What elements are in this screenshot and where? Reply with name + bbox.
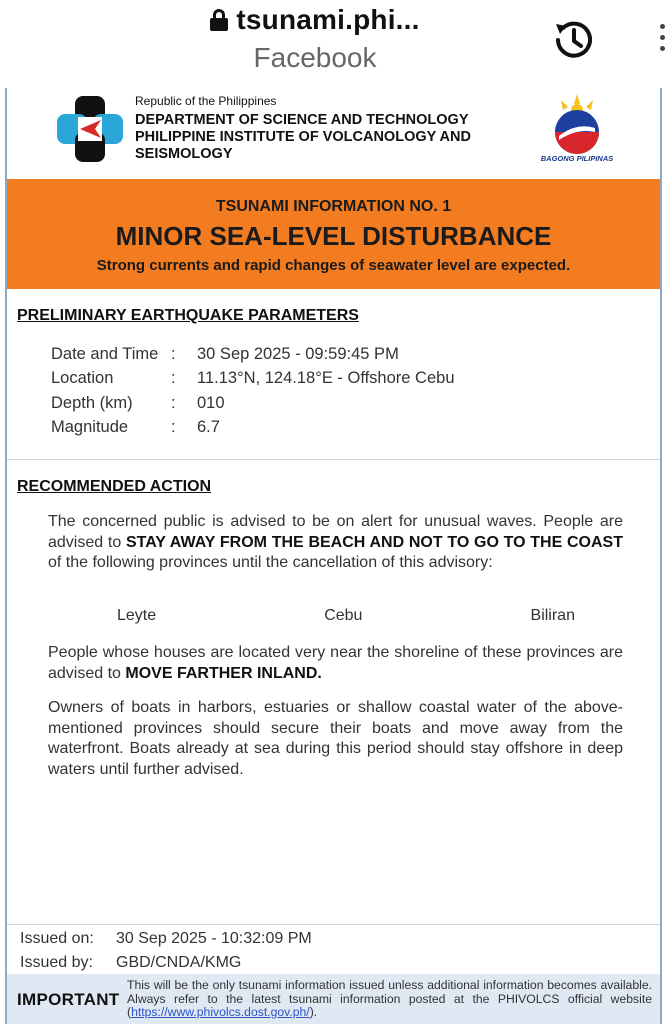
agency-name xyxy=(135,94,471,163)
dept-line-2: PHILIPPINE INSTITUTE OF VOLCANOLOGY AND xyxy=(135,129,471,145)
inland-text: People whose houses are located very near the shoreline of these provinces are advised to xyxy=(48,644,623,682)
advisory-text: The concerned public is advised to be on alert for unusual waves. People are advised to xyxy=(48,513,623,551)
important-body: This will be the only tsunami information issued unless additional information becomes available. Always refer to the latest tsunami information posted at the PHIVOLCS official website ( xyxy=(127,978,652,1019)
param-value: 010 xyxy=(197,393,225,412)
province-item: Cebu xyxy=(324,607,363,624)
param-value: 30 Sep 2025 - 09:59:45 PM xyxy=(197,344,399,363)
important-end: ). xyxy=(309,1005,318,1019)
param-row-location xyxy=(51,367,455,392)
alert-subtitle: Strong currents and rapid changes of seawater level are expected. xyxy=(96,257,571,274)
republic-text: Republic of the Philippines xyxy=(135,94,277,108)
issued-on xyxy=(20,930,312,948)
lock-icon xyxy=(210,9,228,31)
param-label: Date and Time xyxy=(51,344,159,363)
earthquake-section-title: PRELIMINARY EARTHQUAKE PARAMETERS xyxy=(17,307,359,324)
param-separator: : xyxy=(171,369,176,388)
param-label: Depth (km) xyxy=(51,393,133,412)
dept-line-3: SEISMOLOGY xyxy=(135,146,233,162)
alert-banner xyxy=(7,179,660,289)
advisory-text-end: of the following provinces until the cancellation of this advisory: xyxy=(48,554,493,571)
phivolcs-link[interactable]: https://www.phivolcs.dost.gov.ph/ xyxy=(131,1005,310,1019)
issued-by-label: Issued by: xyxy=(20,954,93,971)
bagong-pilipinas-label: BAGONG PILIPINAS xyxy=(540,154,614,163)
inland-paragraph xyxy=(48,643,623,684)
dept-line-1: DEPARTMENT OF SCIENCE AND TECHNOLOGY xyxy=(135,112,469,128)
bulletin-number: TSUNAMI INFORMATION NO. 1 xyxy=(215,198,452,215)
boats-paragraph: Owners of boats in harbors, estuaries or shallow coastal water of the above-mentioned provinces should secure their boats and move away from the waterfront. Boats already at sea during this period should stay offshore in deep waters until further advised. xyxy=(48,699,623,778)
bulletin-header xyxy=(7,88,660,178)
browser-top-bar xyxy=(0,0,667,88)
param-row-datetime xyxy=(51,342,455,367)
province-item: Leyte xyxy=(117,607,157,624)
param-row-depth xyxy=(51,391,455,416)
site-name: Facebook xyxy=(253,42,377,73)
advisory-emphasis: STAY AWAY FROM THE BEACH AND NOT TO GO TO THE COAST xyxy=(125,533,623,551)
issued-on-label: Issued on: xyxy=(20,930,94,947)
section-divider xyxy=(7,459,660,460)
action-section-title: RECOMMENDED ACTION xyxy=(17,478,212,495)
address-bar[interactable] xyxy=(0,4,630,36)
param-label: Magnitude xyxy=(51,418,129,437)
history-icon[interactable] xyxy=(548,14,600,66)
more-options-icon[interactable] xyxy=(660,24,667,54)
earthquake-parameters xyxy=(51,342,455,440)
param-value: 6.7 xyxy=(197,418,220,437)
dost-logo xyxy=(57,96,123,162)
province-list xyxy=(48,607,623,625)
param-separator: : xyxy=(171,344,176,363)
issued-divider xyxy=(7,924,660,925)
advisory-paragraph xyxy=(48,512,623,574)
param-separator: : xyxy=(171,393,176,412)
issued-by xyxy=(20,954,241,972)
url-text[interactable]: tsunami.phi... xyxy=(236,4,420,35)
param-value: 11.13°N, 124.18°E - Offshore Cebu xyxy=(197,369,455,388)
param-label: Location xyxy=(51,369,114,388)
issued-by-value: GBD/CNDA/KMG xyxy=(116,954,242,971)
province-item: Biliran xyxy=(530,607,575,624)
param-row-magnitude xyxy=(51,416,455,441)
param-separator: : xyxy=(171,418,176,437)
inland-emphasis: MOVE FARTHER INLAND. xyxy=(125,664,322,682)
issued-on-value: 30 Sep 2025 - 10:32:09 PM xyxy=(116,930,312,947)
tsunami-bulletin xyxy=(5,88,662,1024)
important-notice xyxy=(7,974,660,1024)
important-text xyxy=(127,979,652,1020)
alert-title: MINOR SEA-LEVEL DISTURBANCE xyxy=(115,221,552,251)
important-label: IMPORTANT xyxy=(17,990,120,1009)
